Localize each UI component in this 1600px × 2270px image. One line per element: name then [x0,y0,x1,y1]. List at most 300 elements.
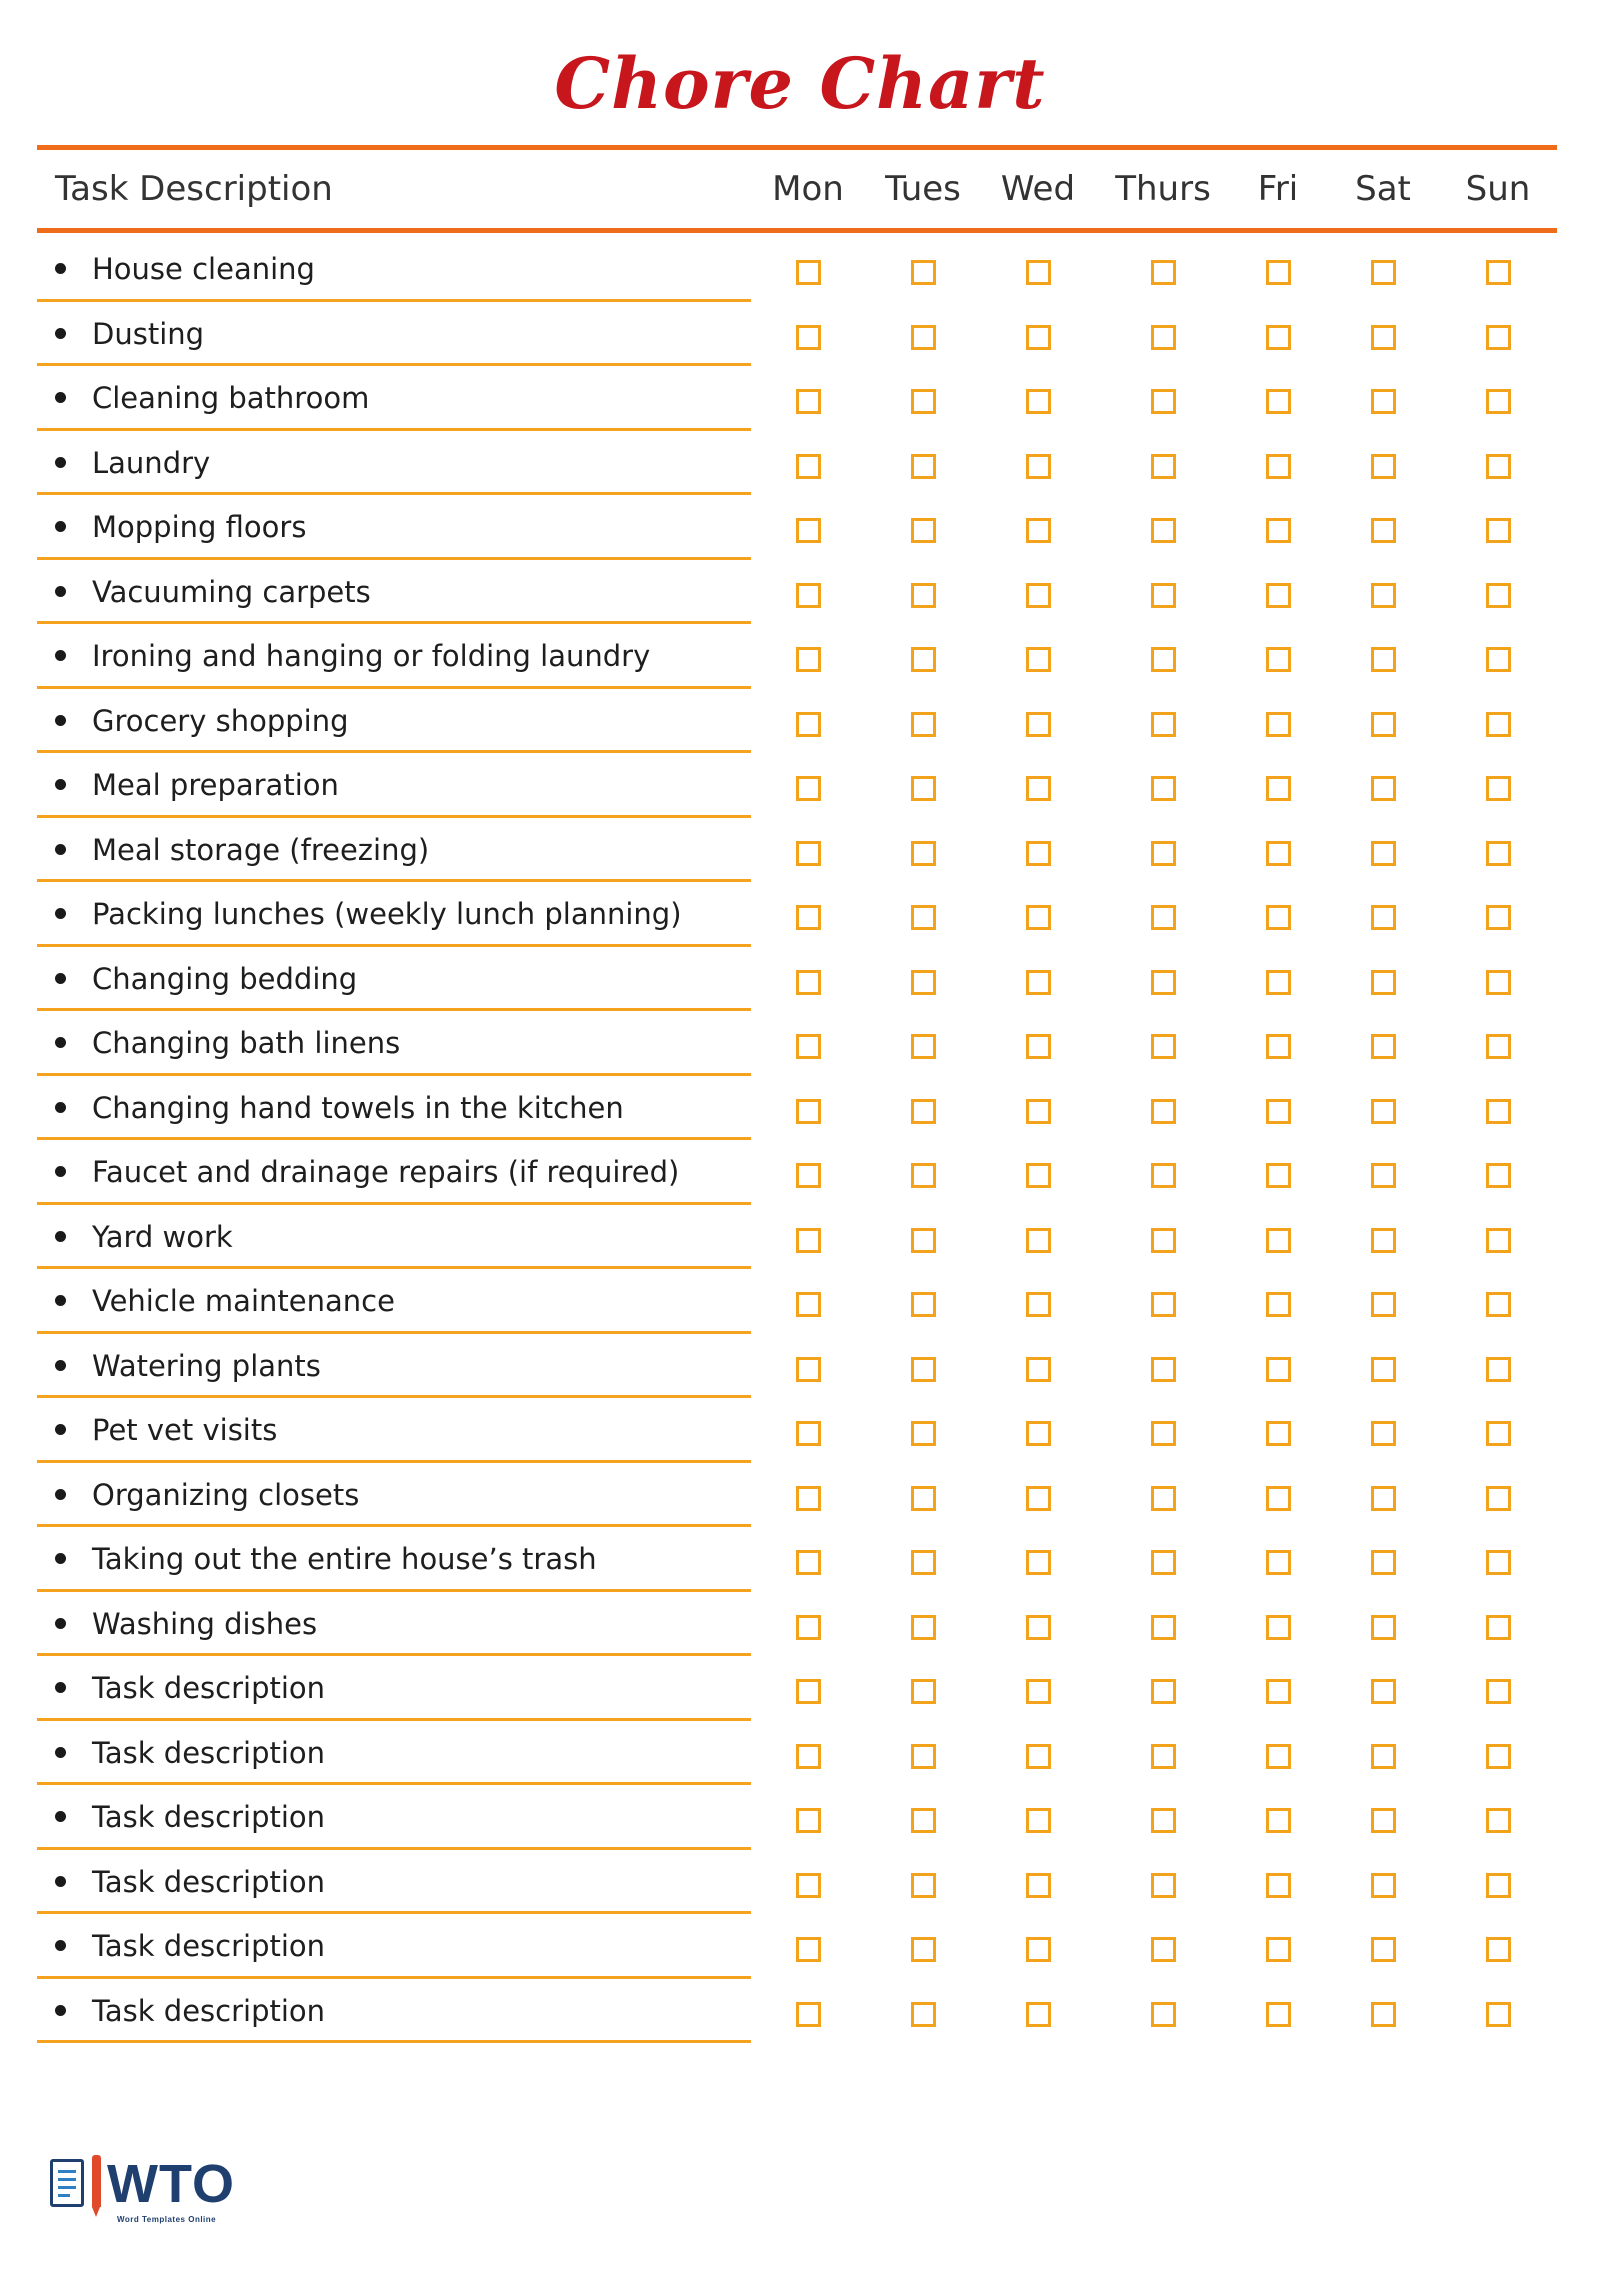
pen-icon [92,2155,101,2207]
task-cell [37,689,751,754]
task-cell [37,624,751,689]
checkbox-fri[interactable] [1266,1937,1291,1962]
task-label: Grocery shopping [92,703,349,738]
checkbox-thurs[interactable] [1151,518,1176,543]
table-row [0,1011,1600,1076]
checkbox-mon[interactable] [796,454,821,479]
task-label: Vehicle maintenance [92,1284,395,1318]
checkbox-thurs[interactable] [1151,1615,1176,1640]
task-label: Ironing and hanging or folding laundry [92,639,651,673]
checkbox-wed[interactable] [1026,583,1051,608]
checkbox-sun[interactable] [1486,776,1511,801]
bullet-icon [55,715,66,726]
checkbox-tues[interactable] [911,1099,936,1124]
task-label: Organizing closets [92,1477,360,1512]
checkbox-thurs[interactable] [1151,1163,1176,1188]
checkbox-fri[interactable] [1266,1873,1291,1898]
checkbox-thurs[interactable] [1151,712,1176,737]
checkbox-wed[interactable] [1026,1163,1051,1188]
task-label: Cleaning bathroom [92,381,370,415]
checkbox-mon[interactable] [796,1357,821,1382]
checkbox-sat[interactable] [1371,1744,1396,1769]
checkbox-tues[interactable] [911,1034,936,1059]
checkbox-fri[interactable] [1266,1550,1291,1575]
checkbox-sat[interactable] [1371,1550,1396,1575]
checkbox-sat[interactable] [1371,518,1396,543]
checkbox-sat[interactable] [1371,1357,1396,1382]
checkbox-sat[interactable] [1371,1679,1396,1704]
day-header-sun: Sun [1465,169,1531,209]
checkbox-thurs[interactable] [1151,583,1176,608]
checkbox-thurs[interactable] [1151,1099,1176,1124]
task-label: Washing dishes [92,1606,318,1641]
checkbox-thurs[interactable] [1151,1486,1176,1511]
task-label: Task description [92,1993,326,2028]
checkbox-sat[interactable] [1371,905,1396,930]
checkbox-fri[interactable] [1266,1034,1291,1059]
checkbox-fri[interactable] [1266,647,1291,672]
checkbox-mon[interactable] [796,1808,821,1833]
checkbox-tues[interactable] [911,1292,936,1317]
checkbox-sun[interactable] [1486,389,1511,414]
checkbox-fri[interactable] [1266,1292,1291,1317]
checkbox-mon[interactable] [796,647,821,672]
checkbox-thurs[interactable] [1151,1873,1176,1898]
checkbox-tues[interactable] [911,583,936,608]
checkbox-tues[interactable] [911,1937,936,1962]
checkbox-sun[interactable] [1486,518,1511,543]
checkbox-tues[interactable] [911,518,936,543]
checkbox-mon[interactable] [796,1550,821,1575]
logo-text: WTO [107,2154,235,2214]
bullet-icon [55,1940,66,1951]
day-header-sat: Sat [1355,169,1411,209]
task-label: Task description [92,1800,326,1834]
checkbox-wed[interactable] [1026,1679,1051,1704]
checkbox-tues[interactable] [911,325,936,350]
checkbox-fri[interactable] [1266,712,1291,737]
task-cell [37,1334,751,1399]
task-label: Yard work [92,1219,233,1254]
checkbox-wed[interactable] [1026,970,1051,995]
task-cell [37,1721,751,1786]
day-header-mon: Mon [772,169,844,209]
task-cell [37,1979,751,2044]
bullet-icon [55,779,66,790]
task-label: Mopping floors [92,510,307,544]
checkbox-tues[interactable] [911,1228,936,1253]
checkbox-sun[interactable] [1486,1873,1511,1898]
checkbox-wed[interactable] [1026,712,1051,737]
checkbox-wed[interactable] [1026,1808,1051,1833]
checkbox-sun[interactable] [1486,970,1511,995]
checkbox-sun[interactable] [1486,647,1511,672]
checkbox-tues[interactable] [911,389,936,414]
checkbox-fri[interactable] [1266,454,1291,479]
checkbox-mon[interactable] [796,518,821,543]
table-row [0,1205,1600,1270]
bullet-icon [55,1747,66,1758]
checkbox-fri[interactable] [1266,583,1291,608]
checkbox-mon[interactable] [796,325,821,350]
checkbox-sat[interactable] [1371,260,1396,285]
checkbox-sun[interactable] [1486,1937,1511,1962]
checkbox-tues[interactable] [911,647,936,672]
checkbox-sat[interactable] [1371,1292,1396,1317]
bullet-icon [55,1489,66,1500]
checkbox-wed[interactable] [1026,1744,1051,1769]
checkbox-wed[interactable] [1026,1550,1051,1575]
checkbox-tues[interactable] [911,1550,936,1575]
checkbox-sun[interactable] [1486,1679,1511,1704]
checkbox-fri[interactable] [1266,325,1291,350]
checkbox-thurs[interactable] [1151,1292,1176,1317]
checkbox-wed[interactable] [1026,1421,1051,1446]
task-label: Meal preparation [92,768,339,802]
checkbox-thurs[interactable] [1151,905,1176,930]
table-header [37,150,1557,228]
task-label: House cleaning [92,252,315,286]
checkbox-fri[interactable] [1266,1486,1291,1511]
bullet-icon [55,1553,66,1564]
checkbox-fri[interactable] [1266,260,1291,285]
task-label: Meal storage (freezing) [92,832,430,867]
checkbox-tues[interactable] [911,2002,936,2027]
checkbox-sun[interactable] [1486,1292,1511,1317]
checkbox-mon[interactable] [796,776,821,801]
task-cell [37,1463,751,1528]
document-icon [50,2159,84,2207]
checkbox-thurs[interactable] [1151,389,1176,414]
table-row [0,431,1600,496]
checkbox-sun[interactable] [1486,1615,1511,1640]
table-row [0,818,1600,883]
checkbox-fri[interactable] [1266,905,1291,930]
table-row [0,302,1600,367]
task-label: Changing bath linens [92,1026,401,1060]
checkbox-sat[interactable] [1371,1099,1396,1124]
task-cell [37,818,751,883]
task-label: Pet vet visits [92,1413,278,1447]
bullet-icon [55,973,66,984]
task-label: Dusting [92,316,205,351]
bullet-icon [55,1166,66,1177]
checkbox-sat[interactable] [1371,389,1396,414]
checkbox-fri[interactable] [1266,1808,1291,1833]
task-label: Task description [92,1671,326,1705]
checkbox-fri[interactable] [1266,1421,1291,1446]
task-cell [37,1527,751,1592]
bullet-icon [55,844,66,855]
checkbox-wed[interactable] [1026,1357,1051,1382]
day-header-fri: Fri [1257,169,1299,209]
checkbox-wed[interactable] [1026,841,1051,866]
bullet-icon [55,2005,66,2016]
checkbox-mon[interactable] [796,1486,821,1511]
task-cell [37,1205,751,1270]
checkbox-wed[interactable] [1026,2002,1051,2027]
checkbox-sat[interactable] [1371,1421,1396,1446]
task-cell [37,1914,751,1979]
bullet-icon [55,650,66,661]
checkbox-sat[interactable] [1371,1873,1396,1898]
checkbox-mon[interactable] [796,1292,821,1317]
checkbox-thurs[interactable] [1151,841,1176,866]
checkbox-fri[interactable] [1266,841,1291,866]
task-cell [37,237,751,302]
checkbox-sat[interactable] [1371,2002,1396,2027]
checkbox-sat[interactable] [1371,1034,1396,1059]
checkbox-wed[interactable] [1026,1034,1051,1059]
checkbox-mon[interactable] [796,841,821,866]
checkbox-thurs[interactable] [1151,776,1176,801]
checkbox-sun[interactable] [1486,1421,1511,1446]
checkbox-fri[interactable] [1266,389,1291,414]
checkbox-mon[interactable] [796,1679,821,1704]
checkbox-thurs[interactable] [1151,2002,1176,2027]
checkbox-sat[interactable] [1371,583,1396,608]
checkbox-thurs[interactable] [1151,1228,1176,1253]
checkbox-tues[interactable] [911,1808,936,1833]
task-label: Task description [92,1735,326,1770]
checkbox-tues[interactable] [911,970,936,995]
checkbox-wed[interactable] [1026,454,1051,479]
table-row [0,1463,1600,1528]
checkbox-tues[interactable] [911,905,936,930]
checkbox-mon[interactable] [796,712,821,737]
checkbox-wed[interactable] [1026,260,1051,285]
bullet-icon [55,521,66,532]
table-row [0,1140,1600,1205]
table-row [0,495,1600,560]
checkbox-fri[interactable] [1266,970,1291,995]
checkbox-tues[interactable] [911,454,936,479]
checkbox-mon[interactable] [796,260,821,285]
checkbox-wed[interactable] [1026,325,1051,350]
checkbox-fri[interactable] [1266,1744,1291,1769]
bullet-icon [55,392,66,403]
checkbox-wed[interactable] [1026,1486,1051,1511]
checkbox-mon[interactable] [796,1163,821,1188]
checkbox-mon[interactable] [796,389,821,414]
task-label: Task description [92,1864,326,1899]
bullet-icon [55,457,66,468]
checkbox-sun[interactable] [1486,1228,1511,1253]
checkbox-tues[interactable] [911,1357,936,1382]
checkbox-fri[interactable] [1266,2002,1291,2027]
task-label: Changing hand towels in the kitchen [92,1090,624,1125]
checkbox-thurs[interactable] [1151,260,1176,285]
bullet-icon [55,1360,66,1371]
checkbox-sat[interactable] [1371,841,1396,866]
checkbox-fri[interactable] [1266,1615,1291,1640]
task-cell [37,431,751,496]
checkbox-tues[interactable] [911,1744,936,1769]
table-row [0,1721,1600,1786]
checkbox-sat[interactable] [1371,647,1396,672]
checkbox-fri[interactable] [1266,1163,1291,1188]
table-row [0,1334,1600,1399]
checkbox-sun[interactable] [1486,325,1511,350]
checkbox-thurs[interactable] [1151,1357,1176,1382]
checkbox-tues[interactable] [911,1615,936,1640]
checkbox-wed[interactable] [1026,776,1051,801]
table-row [0,624,1600,689]
checkbox-tues[interactable] [911,1421,936,1446]
checkbox-fri[interactable] [1266,1679,1291,1704]
table-row [0,1398,1600,1463]
checkbox-tues[interactable] [911,1873,936,1898]
checkbox-mon[interactable] [796,1034,821,1059]
checkbox-sun[interactable] [1486,1099,1511,1124]
checkbox-wed[interactable] [1026,647,1051,672]
checkbox-mon[interactable] [796,1744,821,1769]
checkbox-mon[interactable] [796,905,821,930]
bullet-icon [55,1231,66,1242]
checkbox-wed[interactable] [1026,1099,1051,1124]
task-label: Task description [92,1929,326,1963]
checkbox-thurs[interactable] [1151,454,1176,479]
checkbox-sun[interactable] [1486,583,1511,608]
table-row [0,1527,1600,1592]
table-row [0,753,1600,818]
checkbox-mon[interactable] [796,1615,821,1640]
bullet-icon [55,1876,66,1887]
checkbox-thurs[interactable] [1151,970,1176,995]
checkbox-wed[interactable] [1026,389,1051,414]
checkbox-sat[interactable] [1371,712,1396,737]
checkbox-sat[interactable] [1371,970,1396,995]
checkbox-wed[interactable] [1026,1228,1051,1253]
table-row [0,1269,1600,1334]
checkbox-tues[interactable] [911,712,936,737]
task-label: Watering plants [92,1348,321,1383]
checkbox-thurs[interactable] [1151,325,1176,350]
checkbox-mon[interactable] [796,2002,821,2027]
checkbox-tues[interactable] [911,1486,936,1511]
checkbox-fri[interactable] [1266,1228,1291,1253]
bullet-icon [55,586,66,597]
checkbox-wed[interactable] [1026,518,1051,543]
checkbox-tues[interactable] [911,1163,936,1188]
checkbox-thurs[interactable] [1151,1421,1176,1446]
checkbox-mon[interactable] [796,1937,821,1962]
checkbox-sun[interactable] [1486,1163,1511,1188]
task-cell [37,366,751,431]
checkbox-sun[interactable] [1486,1357,1511,1382]
table-row [0,1785,1600,1850]
checkbox-mon[interactable] [796,1099,821,1124]
task-cell [37,1140,751,1205]
checkbox-fri[interactable] [1266,1357,1291,1382]
checkbox-fri[interactable] [1266,518,1291,543]
table-row [0,1656,1600,1721]
checkbox-sat[interactable] [1371,1163,1396,1188]
checkbox-sat[interactable] [1371,325,1396,350]
checkbox-tues[interactable] [911,776,936,801]
checkbox-sun[interactable] [1486,260,1511,285]
checkbox-sat[interactable] [1371,454,1396,479]
task-cell [37,1592,751,1657]
checkbox-tues[interactable] [911,260,936,285]
checkbox-thurs[interactable] [1151,1937,1176,1962]
checkbox-sun[interactable] [1486,905,1511,930]
checkbox-sat[interactable] [1371,1937,1396,1962]
checkbox-thurs[interactable] [1151,1808,1176,1833]
task-description-header: Task Description [55,169,333,209]
checkbox-sat[interactable] [1371,1486,1396,1511]
checkbox-mon[interactable] [796,1228,821,1253]
bullet-icon [55,1682,66,1693]
table-row [0,366,1600,431]
checkbox-fri[interactable] [1266,1099,1291,1124]
task-cell [37,1656,751,1721]
checkbox-thurs[interactable] [1151,1034,1176,1059]
table-row [0,1076,1600,1141]
table-row [0,947,1600,1012]
task-label: Packing lunches (weekly lunch planning) [92,897,682,931]
table-row [0,237,1600,302]
checkbox-sun[interactable] [1486,1744,1511,1769]
table-row [0,1850,1600,1915]
checkbox-thurs[interactable] [1151,1550,1176,1575]
checkbox-sun[interactable] [1486,841,1511,866]
checkbox-sun[interactable] [1486,454,1511,479]
checkbox-thurs[interactable] [1151,1744,1176,1769]
task-label: Changing bedding [92,961,358,996]
task-cell [37,753,751,818]
checkbox-wed[interactable] [1026,1873,1051,1898]
checkbox-mon[interactable] [796,583,821,608]
checkbox-sat[interactable] [1371,1808,1396,1833]
bullet-icon [55,1424,66,1435]
checkbox-wed[interactable] [1026,1615,1051,1640]
checkbox-sun[interactable] [1486,712,1511,737]
bullet-icon [55,1618,66,1629]
checkbox-mon[interactable] [796,1873,821,1898]
checkbox-wed[interactable] [1026,1292,1051,1317]
checkbox-sun[interactable] [1486,2002,1511,2027]
table-row [0,1914,1600,1979]
checkbox-wed[interactable] [1026,1937,1051,1962]
checkbox-thurs[interactable] [1151,647,1176,672]
checkbox-tues[interactable] [911,841,936,866]
bullet-icon [55,908,66,919]
task-cell [37,1076,751,1141]
checkbox-sat[interactable] [1371,1228,1396,1253]
checkbox-mon[interactable] [796,970,821,995]
checkbox-wed[interactable] [1026,905,1051,930]
checkbox-sun[interactable] [1486,1550,1511,1575]
checkbox-sun[interactable] [1486,1808,1511,1833]
checkbox-sun[interactable] [1486,1486,1511,1511]
table-row [0,689,1600,754]
table-row [0,1979,1600,2044]
checkbox-sat[interactable] [1371,1615,1396,1640]
task-cell [37,947,751,1012]
checkbox-tues[interactable] [911,1679,936,1704]
task-cell [37,1785,751,1850]
checkbox-sun[interactable] [1486,1034,1511,1059]
logo-subtext: Word Templates Online [117,2215,217,2224]
checkbox-sat[interactable] [1371,776,1396,801]
task-cell [37,302,751,367]
checkbox-fri[interactable] [1266,776,1291,801]
task-label: Laundry [92,445,211,480]
checkbox-mon[interactable] [796,1421,821,1446]
checkbox-thurs[interactable] [1151,1679,1176,1704]
task-label: Taking out the entire house’s trash [92,1542,597,1576]
